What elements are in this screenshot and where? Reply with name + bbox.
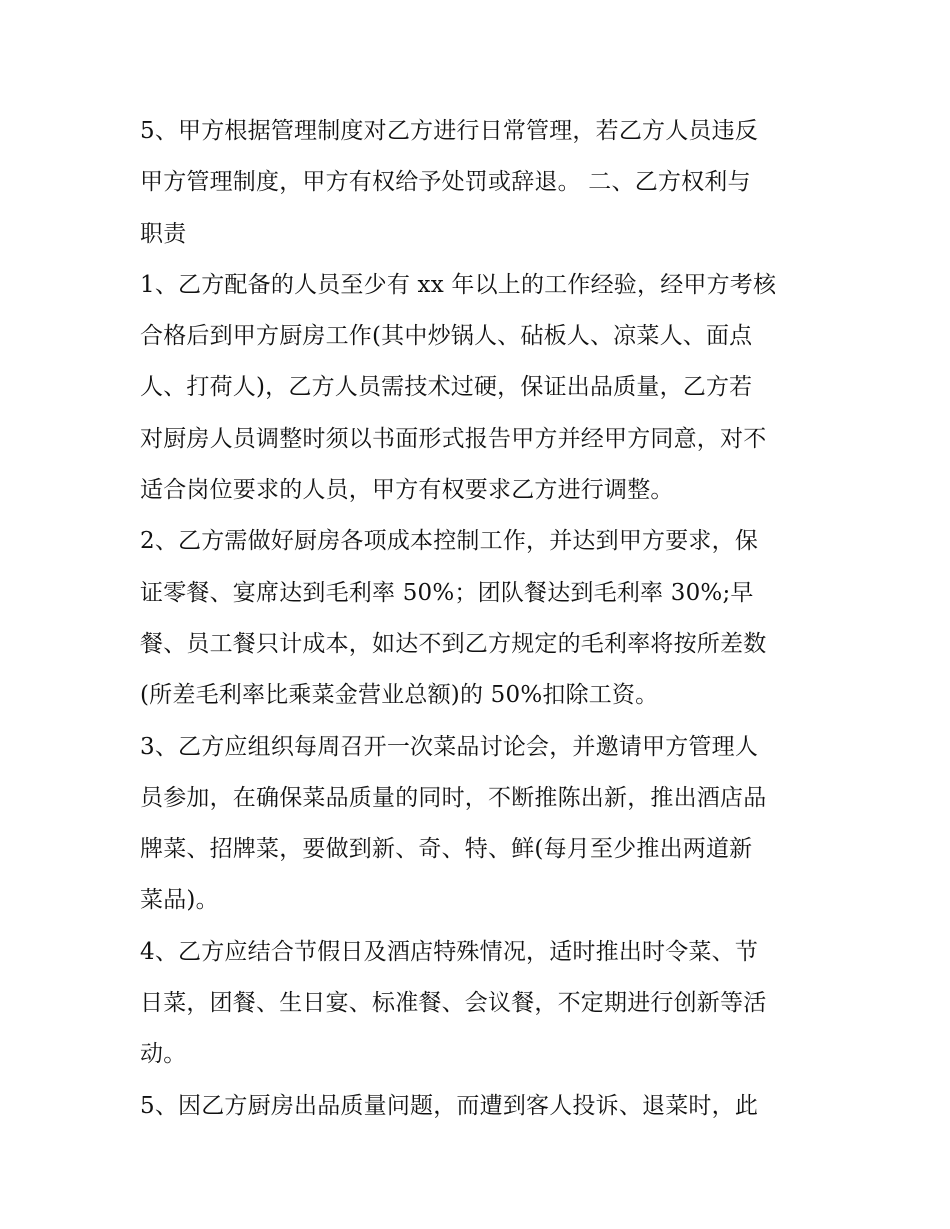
text-line: 餐、员工餐只计成本，如达不到乙方规定的毛利率将按所差数 xyxy=(140,630,767,657)
text-line: 适合岗位要求的人员，甲方有权要求乙方进行调整。 xyxy=(140,477,674,504)
text-line: 5、因乙方厨房出品质量问题，而遭到客人投诉、退菜时，此 xyxy=(140,1092,759,1119)
text-line: 员参加，在确保菜品质量的同时，不断推陈出新，推出酒店品 xyxy=(140,784,767,811)
text-line: 3、乙方应组织每周召开一次菜品讨论会，并邀请甲方管理人 xyxy=(140,733,759,760)
text-line: 5、甲方根据管理制度对乙方进行日常管理，若乙方人员违反 xyxy=(140,118,759,144)
text-line: (所差毛利率比乘菜金营业总额)的 50%扣除工资。 xyxy=(140,682,659,709)
text-line: 人、打荷人)，乙方人员需技术过硬，保证出品质量，乙方若 xyxy=(140,374,753,401)
text-line: 证零餐、宴席达到毛利率 50%；团队餐达到毛利率 30%;早 xyxy=(140,579,754,606)
text-line: 合格后到甲方厨房工作(其中炒锅人、砧板人、凉菜人、面点 xyxy=(140,323,753,350)
text-line: 职责 xyxy=(140,220,187,247)
text-line: 甲方管理制度，甲方有权给予处罚或辞退。 二、乙方权利与 xyxy=(140,169,751,196)
text-line: 1、乙方配备的人员至少有 xx 年以上的工作经验，经甲方考核 xyxy=(140,271,777,298)
text-line: 4、乙方应结合节假日及酒店特殊情况，适时推出时令菜、节 xyxy=(140,938,759,965)
text-line: 动。 xyxy=(140,1041,187,1068)
text-line: 牌菜、招牌菜，要做到新、奇、特、鲜(每月至少推出两道新 xyxy=(140,836,753,863)
text-line: 2、乙方需做好厨房各项成本控制工作，并达到甲方要求，保 xyxy=(140,528,759,555)
document-body xyxy=(140,106,820,1132)
text-line: 菜品)。 xyxy=(140,887,219,914)
text-line: 日菜，团餐、生日宴、标准餐、会议餐，不定期进行创新等活 xyxy=(140,990,767,1017)
text-line: 对厨房人员调整时须以书面形式报告甲方并经甲方同意，对不 xyxy=(140,425,767,452)
